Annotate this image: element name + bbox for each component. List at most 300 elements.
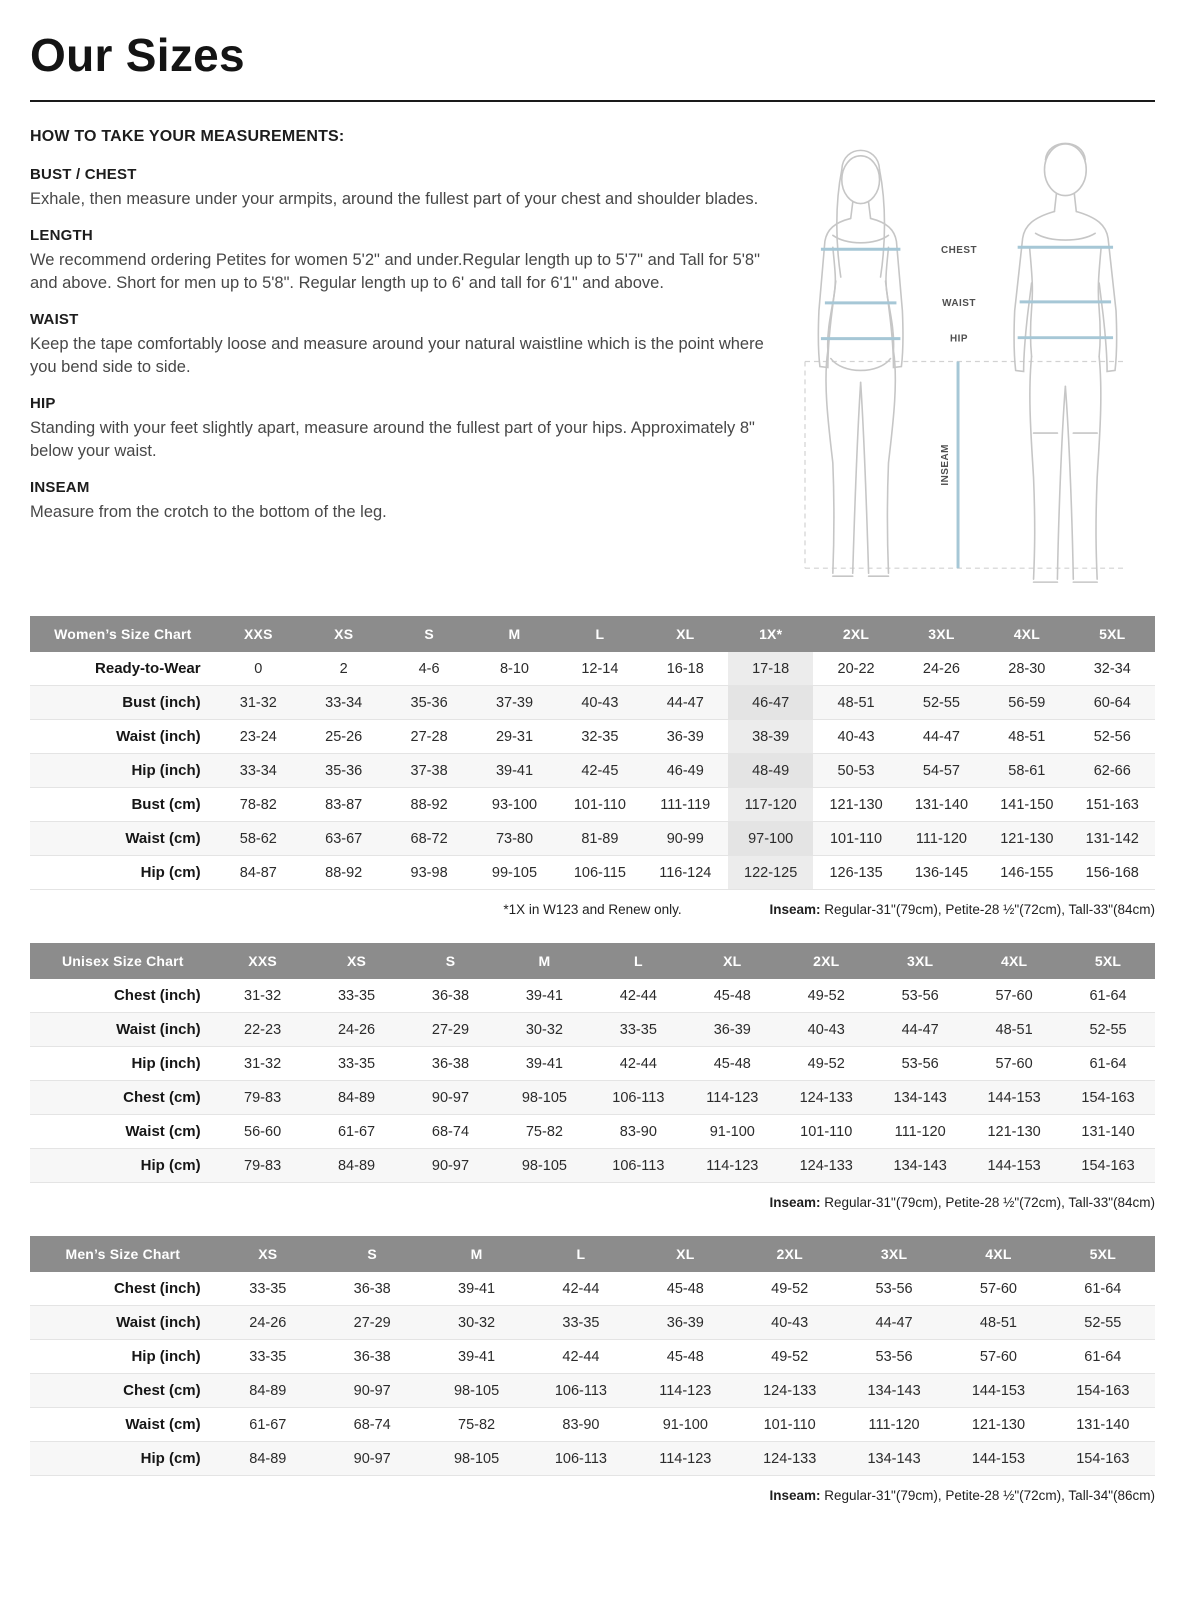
table-cell: 111-120 [894,1123,946,1140]
table-cell: 121-130 [829,796,883,813]
measurement-section-text: We recommend ordering Petites for women 5'2" and under.Regular length up to 5'7" and Tall for 5'8" and above. Short for men up to 5'8". Regular length up to 6' and tall for 6'1" and above. [30,251,760,292]
table-cell: 68-72 [410,830,448,847]
table-cell: 57-60 [995,987,1033,1004]
table-footnote: *1X in W123 and Renew only. [503,902,682,917]
table-cell: 90-97 [353,1382,391,1399]
inseam-note-text: Regular-31"(79cm), Petite-28 ½"(72cm), Tall-33"(84cm) [824,902,1156,917]
table-cell: 39-41 [525,1055,563,1072]
unisex-size-chart-table [30,943,1155,1183]
table-cell: 45-48 [666,1348,704,1365]
table-cell: 22-23 [244,1021,282,1038]
table-cell: 52-55 [1089,1021,1127,1038]
table-cell: 114-123 [659,1450,712,1467]
table-cell: 61-64 [1084,1280,1122,1297]
table-cell: 106-113 [612,1157,665,1174]
table-cell: 114-123 [706,1157,759,1174]
column-header: XL [685,943,779,979]
table-cell: 136-145 [914,864,969,881]
table-cell: 36-38 [353,1348,391,1365]
table-cell: 61-64 [1089,1055,1127,1072]
table-row [30,1115,1155,1149]
male-figure-outline [1014,143,1117,582]
table-cell: 84-89 [337,1157,376,1174]
column-header: 5XL [1051,1236,1155,1272]
table-cell: 44-47 [922,728,960,745]
table-notes [30,1195,1155,1210]
row-label: Waist (cm) [125,1416,201,1433]
table-cell: 124-133 [763,1450,817,1467]
column-header: L [557,616,642,652]
inseam-note-text: Regular-31"(79cm), Petite-28 ½"(72cm), Tall-33"(84cm) [824,1195,1155,1210]
table-cell: 16-18 [666,660,704,677]
table-cell: 42-44 [562,1348,600,1365]
inseam-label: INSEAM [940,444,952,486]
table-cell: 58-62 [239,830,277,847]
table-cell: 93-98 [410,864,448,881]
table-cell: 44-47 [875,1314,913,1331]
table-cell: 97-100 [728,822,813,856]
inseam-guide-dashes [805,362,1125,569]
measurement-instructions [30,128,765,602]
table-cell: 44-47 [666,694,704,711]
table-cell: 57-60 [979,1280,1017,1297]
measurement-section-label: BUST / CHEST [30,166,137,183]
table-cell: 131-142 [1085,830,1139,847]
table-cell: 121-130 [1000,830,1054,847]
table-cell: 48-51 [979,1314,1017,1331]
men-s-size-chart-block [30,1236,1155,1503]
measurement-section-waist [30,311,765,378]
table-cell: 134-143 [893,1089,947,1106]
table-cell: 124-133 [763,1382,817,1399]
table-cell: 36-39 [666,1314,704,1331]
column-header: M [424,1236,528,1272]
table-cell: 144-153 [971,1450,1026,1467]
table-cell: 98-105 [453,1382,500,1399]
table-cell: 33-35 [619,1021,657,1038]
table-cell: 114-123 [659,1382,712,1399]
row-label: Hip (inch) [131,762,201,779]
row-label: Hip (cm) [140,1450,201,1467]
inseam-note [30,1488,1155,1503]
table-notes [30,902,1155,917]
table-cell: 75-82 [525,1123,563,1140]
column-header: XL [643,616,728,652]
table-cell: 154-163 [1081,1089,1135,1106]
column-header: L [529,1236,633,1272]
row-label: Bust (cm) [131,796,201,813]
table-cell: 83-87 [325,796,363,813]
table-cell: 4-6 [418,660,440,677]
table-cell: 144-153 [987,1157,1041,1174]
measurement-section-hip [30,395,765,462]
table-cell: 151-163 [1085,796,1139,813]
table-cell: 49-52 [807,987,845,1004]
table-cell: 83-90 [619,1123,657,1140]
table-cell: 45-48 [666,1280,704,1297]
page-title: Our Sizes [30,29,245,81]
inseam-note-label: Inseam: [769,902,821,917]
table-cell: 79-83 [244,1157,282,1174]
row-label: Chest (cm) [123,1382,201,1399]
table-cell: 106-113 [554,1450,607,1467]
table-cell: 36-39 [666,728,704,745]
table-cell: 106-113 [554,1382,607,1399]
table-cell: 36-38 [353,1280,391,1297]
column-header: 3XL [873,943,967,979]
table-cell: 134-143 [893,1157,947,1174]
table-cell: 83-90 [562,1416,600,1433]
table-cell: 33-35 [249,1348,287,1365]
table-cell: 93-100 [491,796,538,813]
table-cell: 31-32 [239,694,277,711]
measurement-section-text: Measure from the crotch to the bottom of the leg. [30,503,387,522]
size-tables-section [30,616,1155,1503]
table-cell: 146-155 [1000,864,1054,881]
measurement-figures-illustration [775,130,1153,602]
column-header: S [404,943,498,979]
table-cell: 101-110 [800,1123,853,1140]
header-row [30,1236,1155,1272]
table-cell: 90-97 [353,1450,391,1467]
row-label: Ready-to-Wear [95,660,201,677]
column-header: 3XL [842,1236,946,1272]
table-cell: 39-41 [495,762,534,779]
row-label: Hip (cm) [140,864,201,881]
table-cell: 68-74 [353,1416,391,1433]
table-cell: 36-38 [431,987,470,1004]
column-header: 2XL [738,1236,842,1272]
unisex-size-chart-block [30,943,1155,1210]
table-cell: 84-89 [337,1089,376,1106]
measurement-section-label: INSEAM [30,479,90,497]
inseam-note-text: Regular-31"(79cm), Petite-28 ½"(72cm), Tall-34"(86cm) [824,1488,1155,1503]
table-cell: 31-32 [244,987,282,1004]
table-cell: 39-41 [458,1348,496,1365]
top-section [30,128,1155,602]
table-cell: 42-44 [619,1055,657,1072]
table-cell: 23-24 [239,728,277,745]
table-cell: 39-41 [458,1280,496,1297]
table-cell: 131-140 [1081,1123,1135,1140]
table-cell: 73-80 [495,830,534,847]
table-cell: 144-153 [971,1382,1026,1399]
table-cell: 30-32 [525,1021,563,1038]
table-cell: 50-53 [837,762,875,779]
table-cell: 81-89 [581,830,619,847]
table-cell: 45-48 [713,987,751,1004]
measurement-section-text: Exhale, then measure under your armpits, around the fullest part of your chest and shoulder blades. [30,190,759,208]
table-cell: 63-67 [325,830,363,847]
table-cell: 33-35 [337,1055,376,1072]
column-header: XXS [216,943,310,979]
inseam-note [682,902,1155,917]
inseam-note-label: Inseam: [769,1488,821,1503]
women-s-size-chart-block [30,616,1155,917]
table-title: Men’s Size Chart [30,1236,216,1272]
column-header: XXS [216,616,301,652]
chest-label: CHEST [940,245,978,257]
table-cell: 36-38 [431,1055,470,1072]
table-row [30,1374,1155,1408]
table-cell: 121-130 [971,1416,1026,1433]
table-cell: 42-45 [581,762,619,779]
table-cell: 20-22 [837,660,875,677]
table-cell: 79-83 [244,1089,282,1106]
table-cell: 90-97 [431,1089,470,1106]
table-cell: 48-51 [995,1021,1033,1038]
table-cell: 111-120 [915,830,967,847]
table-cell: 134-143 [867,1450,921,1467]
table-cell: 114-123 [706,1089,759,1106]
row-label: Waist (cm) [125,830,201,847]
row-label: Waist (inch) [116,1021,201,1038]
table-cell: 49-52 [807,1055,845,1072]
table-cell: 31-32 [244,1055,282,1072]
column-header: 4XL [946,1236,1050,1272]
table-cell: 84-89 [249,1450,287,1467]
measurement-lines [821,247,1113,568]
table-cell: 49-52 [771,1280,809,1297]
table-cell: 0 [254,660,263,677]
table-cell: 154-163 [1081,1157,1135,1174]
table-cell: 45-48 [713,1055,751,1072]
table-cell: 56-60 [244,1123,282,1140]
row-label: Hip (inch) [131,1348,201,1365]
table-cell: 98-105 [453,1450,500,1467]
column-header: 2XL [813,616,898,652]
table-cell: 35-36 [325,762,363,779]
table-cell: 46-49 [666,762,704,779]
row-label: Waist (inch) [116,1314,201,1331]
table-cell: 62-66 [1093,762,1131,779]
table-cell: 124-133 [799,1157,853,1174]
table-cell: 17-18 [728,652,813,686]
table-cell: 37-39 [495,694,534,711]
column-header: 2XL [779,943,873,979]
table-cell: 126-135 [829,864,883,881]
table-row [30,1408,1155,1442]
table-cell: 25-26 [325,728,363,745]
column-header: M [497,943,591,979]
column-header: L [591,943,685,979]
row-label: Chest (inch) [113,987,201,1004]
table-row [30,979,1155,1013]
table-cell: 141-150 [1000,796,1054,813]
column-header: 3XL [899,616,984,652]
row-label: Hip (cm) [140,1157,201,1174]
table-cell: 88-92 [410,796,448,813]
column-header: XS [216,1236,320,1272]
table-cell: 111-119 [660,796,711,813]
table-cell: 156-168 [1085,864,1139,881]
table-row [30,1149,1155,1183]
inseam-note [30,1195,1155,1210]
table-row [30,856,1155,890]
table-row [30,1340,1155,1374]
table-row [30,652,1155,686]
table-cell: 48-51 [1008,728,1046,745]
table-cell: 154-163 [1076,1450,1130,1467]
table-cell: 44-47 [901,1021,939,1038]
table-cell: 78-82 [239,796,277,813]
measurement-section-inseam [30,479,765,523]
table-cell: 33-35 [562,1314,600,1331]
female-figure-outline [818,150,903,576]
column-header: XL [633,1236,737,1272]
measurements-heading: HOW TO TAKE YOUR MEASUREMENTS: [30,128,345,145]
table-cell: 57-60 [979,1348,1017,1365]
table-cell: 61-67 [249,1416,287,1433]
table-cell: 33-35 [249,1280,287,1297]
table-cell: 37-38 [410,762,448,779]
table-cell: 52-55 [1084,1314,1122,1331]
table-cell: 111-120 [868,1416,920,1433]
table-cell: 33-34 [325,694,363,711]
table-cell: 52-56 [1093,728,1131,745]
table-cell: 46-47 [728,686,813,720]
table-title: Women’s Size Chart [30,616,216,652]
table-cell: 38-39 [728,720,813,754]
row-label: Waist (inch) [116,728,201,745]
table-cell: 101-110 [829,830,883,847]
table-cell: 68-74 [431,1123,470,1140]
measurement-section-length [30,227,765,294]
table-cell: 84-87 [239,864,277,881]
table-cell: 33-34 [239,762,277,779]
column-header: S [320,1236,424,1272]
table-cell: 106-115 [573,864,626,881]
table-cell: 24-26 [249,1314,287,1331]
table-cell: 29-31 [495,728,534,745]
row-label: Waist (cm) [125,1123,201,1140]
table-row [30,1272,1155,1306]
table-cell: 53-56 [901,1055,939,1072]
title-divider [30,100,1155,102]
row-label: Chest (cm) [123,1089,201,1106]
table-cell: 116-124 [659,864,712,881]
table-cell: 28-30 [1008,660,1046,677]
table-cell: 40-43 [807,1021,845,1038]
table-cell: 117-120 [728,788,813,822]
table-cell: 106-113 [612,1089,665,1106]
table-cell: 36-39 [713,1021,751,1038]
table-cell: 90-99 [666,830,704,847]
inseam-note-label: Inseam: [769,1195,821,1210]
table-cell: 32-35 [581,728,619,745]
column-header: 4XL [984,616,1069,652]
table-cell: 30-32 [458,1314,496,1331]
table-cell: 53-56 [875,1280,913,1297]
table-cell: 35-36 [410,694,448,711]
table-cell: 56-59 [1008,694,1046,711]
column-header: S [386,616,471,652]
table-cell: 27-29 [353,1314,391,1331]
table-cell: 48-51 [837,694,875,711]
column-header: 4XL [967,943,1061,979]
table-cell: 42-44 [619,987,657,1004]
table-cell: 40-43 [771,1314,809,1331]
hip-label: HIP [950,333,969,345]
table-cell: 98-105 [521,1157,567,1174]
table-row [30,788,1155,822]
row-label: Hip (inch) [131,1055,201,1072]
table-cell: 49-52 [771,1348,809,1365]
table-cell: 2 [339,660,348,677]
measurement-section-label: HIP [30,395,56,413]
table-cell: 61-67 [337,1123,376,1140]
table-row [30,720,1155,754]
table-cell: 122-125 [728,856,813,890]
table-cell: 134-143 [867,1382,921,1399]
table-cell: 24-26 [337,1021,376,1038]
table-cell: 88-92 [325,864,363,881]
table-cell: 58-61 [1008,762,1046,779]
table-cell: 53-56 [875,1348,913,1365]
table-row [30,686,1155,720]
measurement-section-text: Keep the tape comfortably loose and measure around your natural waistline which is the point where you bend side to side. [30,335,764,376]
waist-label: WAIST [942,297,976,309]
table-row [30,822,1155,856]
table-cell: 91-100 [709,1123,755,1140]
table-cell: 154-163 [1076,1382,1130,1399]
table-cell: 101-110 [573,796,626,813]
measurement-section-label: WAIST [30,311,79,329]
table-row [30,1081,1155,1115]
measurement-section-label: LENGTH [30,227,93,245]
table-cell: 121-130 [987,1123,1041,1140]
measurement-sections [30,166,765,524]
row-label: Chest (inch) [113,1280,201,1297]
table-cell: 40-43 [581,694,619,711]
table-cell: 90-97 [431,1157,470,1174]
table-cell: 84-89 [249,1382,287,1399]
table-row [30,1306,1155,1340]
column-header: 5XL [1070,616,1155,652]
table-cell: 40-43 [837,728,875,745]
table-row [30,1442,1155,1476]
table-cell: 54-57 [922,762,960,779]
header-row [30,616,1155,652]
table-cell: 24-26 [922,660,960,677]
table-cell: 144-153 [987,1089,1041,1106]
table-cell: 48-49 [728,754,813,788]
table-cell: 39-41 [525,987,563,1004]
table-cell: 53-56 [901,987,939,1004]
table-cell: 75-82 [458,1416,496,1433]
men-s-size-chart-table [30,1236,1155,1476]
table-cell: 42-44 [562,1280,600,1297]
table-cell: 61-64 [1089,987,1127,1004]
column-header: 5XL [1061,943,1155,979]
table-cell: 124-133 [799,1089,853,1106]
table-cell: 98-105 [521,1089,567,1106]
column-header: XS [310,943,404,979]
table-cell: 57-60 [995,1055,1033,1072]
table-title: Unisex Size Chart [30,943,216,979]
measurement-diagram [765,128,1155,602]
table-row [30,1047,1155,1081]
column-header: XS [301,616,386,652]
women-s-size-chart-table [30,616,1155,890]
table-cell: 52-55 [922,694,960,711]
header-row [30,943,1155,979]
table-cell: 12-14 [581,660,619,677]
row-label: Bust (inch) [122,694,201,711]
table-cell: 101-110 [763,1416,816,1433]
table-cell: 61-64 [1084,1348,1122,1365]
table-cell: 8-10 [499,660,529,677]
